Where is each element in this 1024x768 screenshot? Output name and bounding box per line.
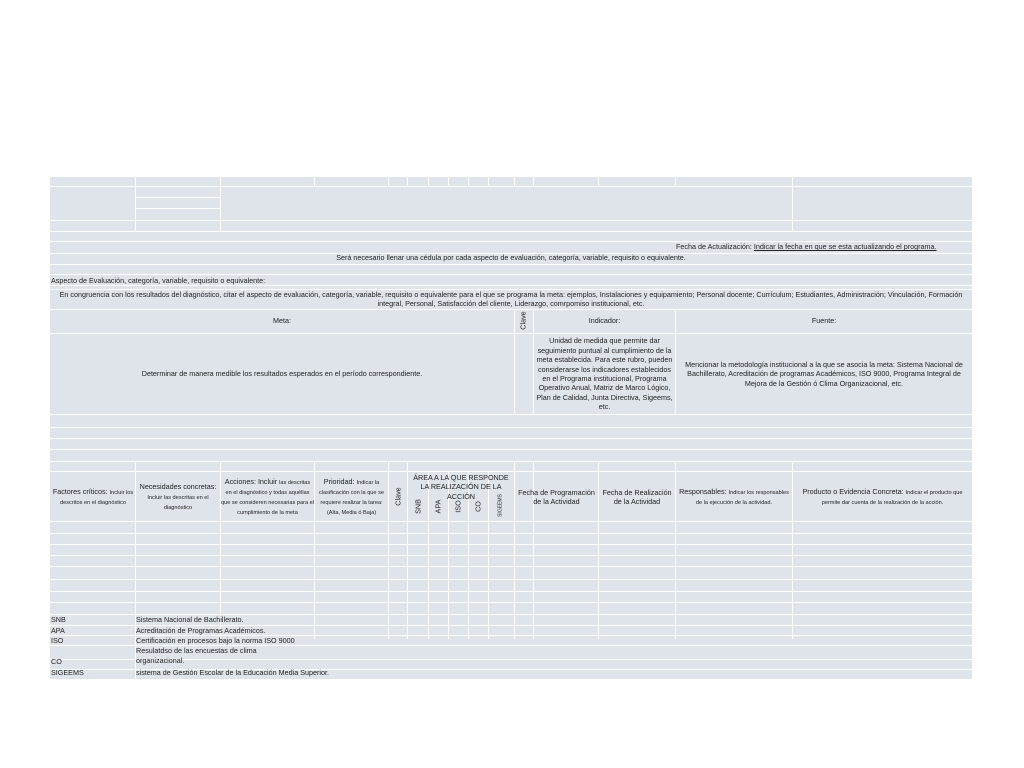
update-date-label: Fecha de Actualización: bbox=[676, 242, 754, 251]
indicator-label: Indicador: bbox=[588, 316, 621, 326]
needs-title: Necesidades concretas: bbox=[139, 482, 217, 492]
realization-date-header: Fecha de Realización de la Actividad bbox=[602, 487, 672, 506]
glossary-abbr-snb: SNB bbox=[51, 615, 66, 624]
glossary-meaning-iso: Certificación en procesos bajo la norma ISO 9000 bbox=[136, 636, 295, 645]
meta-label: Meta: bbox=[273, 316, 291, 326]
area-header: ÁREA A LA QUE RESPONDE LA REALIZACIÓN DE LA ACCIÓN bbox=[413, 473, 509, 501]
glossary-meaning-sigeems: sistema de Gestión Escolar de la Educación Media Superior. bbox=[136, 668, 329, 677]
update-date-value: Indicar la fecha en que se esta actualizando el programa. bbox=[753, 242, 937, 251]
area-col-iso: ISO bbox=[453, 500, 463, 513]
area-col-sigeems: SIGEEMS bbox=[497, 494, 504, 517]
aspect-description: En congruencia con los resultados del diagnóstico, citar el aspecto de evaluación, categoría, variable, requisito o equivalente para el que se programa la meta: ejemplos, Instalaciones y equipamiento; Personal docente; Currículum; Estudiantes, Administración; Vinculación, Formación integral, Personal, Satisfacción del cliente, Liderazgo, comrpomiso institucional, etc. bbox=[59, 290, 963, 309]
meta-clave-label: Clave bbox=[518, 311, 528, 330]
cedula-note: Será necesario llenar una cédula por cada aspecto de evaluación, categoría, variable, requisito o equivalente. bbox=[336, 253, 686, 262]
update-date-field bbox=[676, 242, 968, 251]
glossary-abbr-iso: ISO bbox=[51, 636, 64, 645]
critical-factors-title: Factores críticos: bbox=[52, 487, 110, 496]
indicator-text: Unidad de medida que permite dar seguimiento puntual al cumplimiento de la meta establecida. Para este rubro, pueden considerarse los indicadores establecidos en el Programa institucional, Programa Operativo Anual, Matriz de Marco Lógico, Plan de Calidad, Junta Directiva, Sigeems, etc. bbox=[536, 336, 673, 412]
critical-factors-note: Incluir los descritos en el diagnóstico bbox=[60, 490, 134, 506]
area-col-apa: APA bbox=[433, 499, 443, 514]
actions-title: Acciones: Incluir bbox=[224, 477, 280, 486]
glossary-abbr-apa: APA bbox=[51, 626, 65, 635]
aspect-label: Aspecto de Evaluación, categoría, variable, requisito o equivalente: bbox=[51, 276, 266, 285]
actions-header bbox=[221, 473, 314, 521]
responsibles-header bbox=[676, 473, 792, 521]
priority-header bbox=[315, 473, 388, 521]
product-title: Producto o Evidencia Concreta: bbox=[802, 487, 906, 496]
needs-note: Incluir las descritas en el diagnóstico bbox=[147, 494, 209, 511]
product-header bbox=[793, 473, 972, 521]
area-col-co: CO bbox=[473, 501, 483, 512]
needs-header bbox=[136, 473, 220, 521]
glossary-meaning-apa: Acreditación de Programas Académicos. bbox=[136, 626, 266, 635]
responsibles-title: Responsables: bbox=[679, 487, 729, 496]
program-form-sheet bbox=[50, 177, 972, 679]
glossary-meaning-co: Resulatdso de las encuestas de clima organizacional. bbox=[136, 646, 257, 665]
actions-note: las descritas en el diagnóstico y todas aquéllas que se consideren necesarias para el cumplimiento de la meta bbox=[221, 480, 314, 516]
meta-text: Determinar de manera medible los resultados esperados en el período correspondiente. bbox=[141, 369, 423, 379]
source-label: Fuente: bbox=[811, 316, 837, 326]
action-clave-label: Clave bbox=[393, 487, 403, 506]
glossary-meaning-snb: Sistema Nacional de Bachillerato. bbox=[136, 615, 244, 624]
glossary-abbr-sigeems: SIGEEMS bbox=[51, 668, 84, 677]
glossary-abbr-co: CO bbox=[51, 657, 62, 666]
priority-note: Indicar la clasificación con la que se requiere realizar la tarea: (Alta, Media ó Baja) bbox=[319, 480, 384, 516]
critical-factors-header bbox=[51, 473, 135, 521]
area-col-snb: SNB bbox=[413, 499, 423, 514]
source-text: Mencionar la metodología institucional a la que se asocia la meta: Sistema Nacional de Bachillerato, Acreditación de programas Académicos, ISO 9000, Programa Integral de Mejora de la Gestión ó Clima Organizacional, etc. bbox=[685, 359, 963, 388]
priority-title: Prioridad: bbox=[323, 477, 357, 486]
responsibles-note: Indicar los responsables de la ejecución de la actividad. bbox=[695, 490, 789, 506]
product-note: Indicar el producto que permite dar cuenta de la realización de la acción. bbox=[821, 490, 963, 506]
programming-date-header: Fecha de Programación de la Actividad bbox=[518, 487, 595, 506]
